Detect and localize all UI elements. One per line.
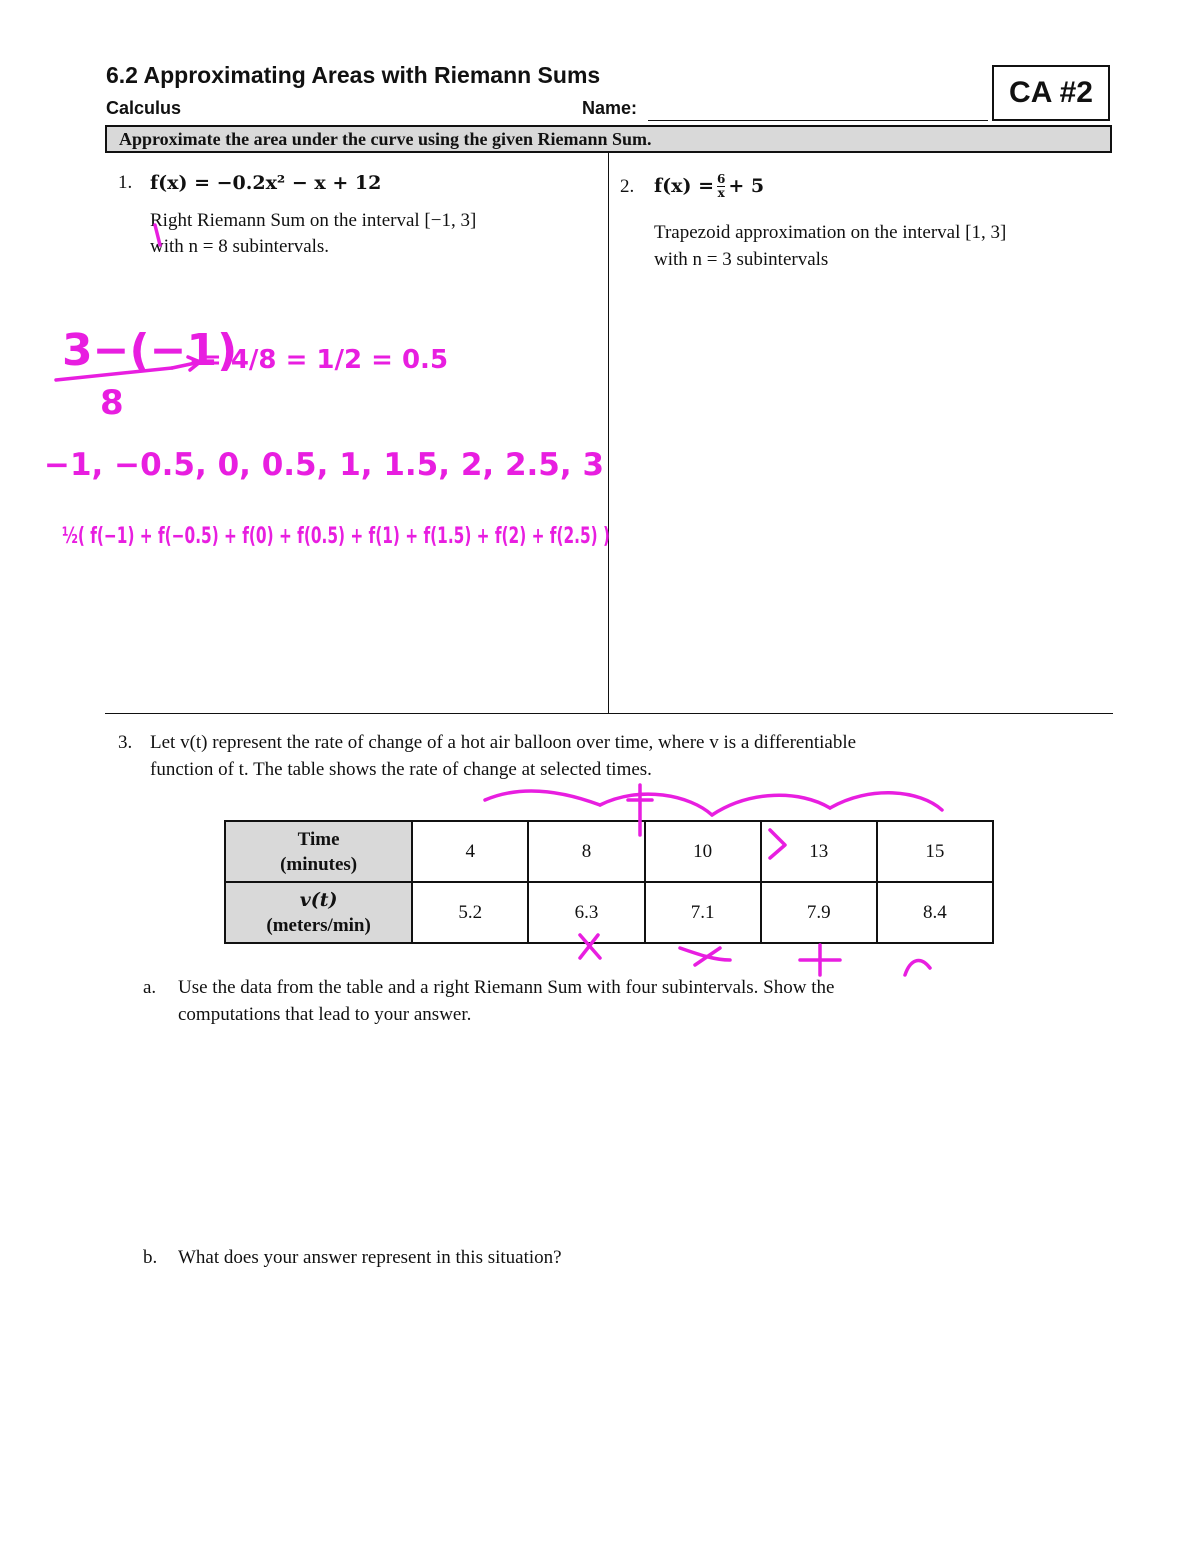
problem-2-line-1: Trapezoid approximation on the interval [1, 3] — [654, 222, 1007, 243]
hw-step1-result: = 4/8 = 1/2 = 0.5 — [200, 345, 449, 375]
hw-x-values: −1, −0.5, 0, 0.5, 1, 1.5, 2, 2.5, 3 — [44, 447, 605, 483]
part-a-line-2: computations that lead to your answer. — [178, 1004, 472, 1025]
table-arc — [485, 791, 600, 805]
fraction-denominator: x — [717, 185, 725, 200]
course-label: Calculus — [106, 98, 182, 118]
assignment-badge: CA #2 — [992, 65, 1110, 121]
plus-mark — [800, 945, 840, 975]
table-arc — [712, 795, 830, 815]
handwriting-text — [44, 325, 610, 549]
part-b-label: b. — [143, 1247, 158, 1268]
table-mark — [770, 830, 785, 858]
fraction-numerator: 6 — [717, 171, 726, 186]
table-arc — [600, 794, 712, 815]
table-arc — [830, 793, 942, 810]
time-header-label: Time — [297, 828, 340, 850]
rate-header-unit: (meters/min) — [266, 914, 371, 936]
hw-step1-denominator: 8 — [100, 383, 124, 423]
table-cell: 15 — [877, 821, 993, 882]
hw-step1-numerator: 3−(−1) — [62, 325, 238, 376]
name-label: Name: — [582, 98, 638, 118]
table-cell: 4 — [412, 821, 528, 882]
table-cell: 10 — [645, 821, 761, 882]
table-cell: 5.2 — [412, 882, 528, 943]
problem-2-number: 2. — [620, 176, 635, 197]
x-mark — [680, 948, 730, 965]
function-rhs: + 5 — [728, 175, 765, 197]
table-cell: 8 — [528, 821, 644, 882]
table-cell: 8.4 — [877, 882, 993, 943]
time-header-unit: (minutes) — [280, 853, 358, 875]
caret-mark — [905, 961, 930, 975]
problem-1-line-2: with n = 8 subintervals. — [150, 236, 330, 257]
problem-1-function: f(x) = −0.2x² − x + 12 — [150, 172, 382, 194]
problem-3-number: 3. — [118, 732, 133, 753]
rate-header-label: v(t) — [299, 888, 338, 911]
table-cell: 7.1 — [645, 882, 761, 943]
problem-3-line-1: Let v(t) represent the rate of change of a hot air balloon over time, where v is a differentiable — [150, 732, 857, 753]
problem-3-line-2: function of t. The table shows the rate of change at selected times. — [150, 759, 652, 780]
problem-1-line-1: Right Riemann Sum on the interval [−1, 3] — [150, 210, 477, 231]
table-cell: 7.9 — [761, 882, 877, 943]
tick-mark — [155, 225, 160, 245]
hw-sum-expression: ½( f(−1) + f(−0.5) + f(0) + f(0.5) + f(1) + f(1.5) + f(2) + f(2.5) ) — [62, 524, 610, 549]
part-b-text: What does your answer represent in this situation? — [178, 1247, 562, 1268]
table-cell: 13 — [761, 821, 877, 882]
page-title: 6.2 Approximating Areas with Riemann Sums — [106, 62, 601, 88]
x-mark — [580, 935, 600, 958]
table-cell: 6.3 — [528, 882, 644, 943]
problem-2-line-2: with n = 3 subintervals — [654, 249, 829, 270]
function-lhs: f(x) = — [654, 175, 715, 197]
instructions-bar: Approximate the area under the curve using the given Riemann Sum. — [105, 125, 1112, 153]
part-a-label: a. — [143, 977, 157, 998]
part-a-line-1: Use the data from the table and a right Riemann Sum with four subintervals. Show the — [178, 977, 835, 998]
problem-1-number: 1. — [118, 172, 133, 193]
